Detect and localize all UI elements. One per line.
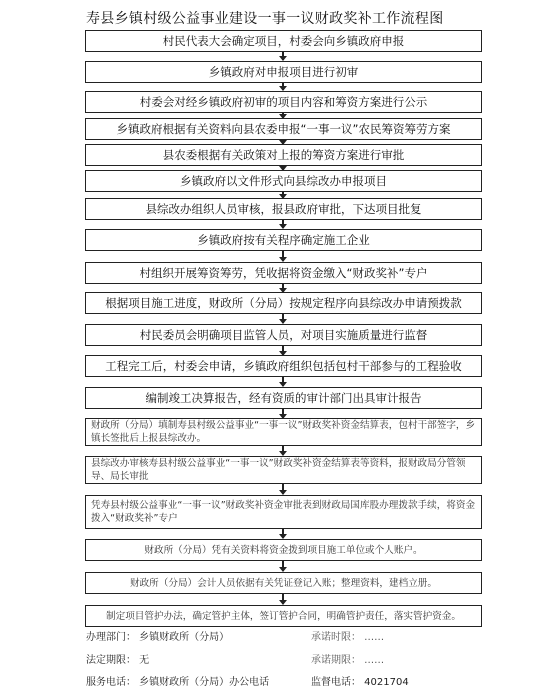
flow-arrow	[282, 561, 284, 571]
flow-arrow	[282, 52, 284, 60]
flow-step-16: 凭寿县村级公益事业“一事一议”财政奖补资金审批表到财政局国库股办理拨款手续，将资金拨入“财政奖补”专户	[85, 495, 482, 529]
flow-arrow	[282, 594, 284, 604]
flow-arrow	[282, 83, 284, 90]
flow-step-11: 村民委员会明确项目监管人员，对项目实施质量进行监督	[85, 324, 482, 346]
flow-arrow	[282, 529, 284, 538]
flow-arrow	[282, 314, 284, 323]
footer-promise-time: 承诺时限： ……	[311, 632, 385, 643]
flow-step-10: 根据项目施工进度，财政所（分局）按规定程序向县综改办申请预拨款	[85, 292, 482, 314]
flow-step-7: 县综改办组织人员审核，报县政府审批，下达项目批复	[85, 198, 482, 220]
flow-step-17: 财政所（分局）凭有关资料将资金拨到项目施工单位或个人账户。	[85, 539, 482, 561]
flow-step-15: 县综改办审核寿县村级公益事业“一事一议”财政奖补资金结算表等资料，报财政局分管领导、局长审批	[85, 456, 482, 484]
page-title: 寿县乡镇村级公益事业建设一事一议财政奖补工作流程图	[86, 11, 444, 27]
flow-step-9: 村组织开展筹资筹劳，凭收据将资金缴入“财政奖补”专户	[85, 262, 482, 284]
footer-deadline: 法定期限： 无	[86, 655, 150, 666]
flow-step-14: 财政所（分局）填制寿县村级公益事业“一事一议”财政奖补资金结算表，包村干部签字，乡镇长签批后上报县综改办。	[85, 418, 482, 446]
flow-arrow	[282, 446, 284, 455]
flow-step-18: 财政所（分局）会计人员依据有关凭证登记入账；整理资料，建档立册。	[85, 572, 482, 594]
footer-supervise-phone: 监督电话： 4021704	[311, 677, 409, 688]
flow-arrow	[282, 220, 284, 228]
flow-step-4: 乡镇政府根据有关资料向县农委申报“一事一议”农民筹资筹劳方案	[85, 118, 482, 140]
flow-step-3: 村委会对经乡镇政府初审的项目内容和筹资方案进行公示	[85, 91, 482, 113]
flow-arrow	[282, 284, 284, 292]
flow-step-8: 乡镇政府按有关程序确定施工企业	[85, 229, 482, 251]
flow-step-12: 工程完工后，村委会申请，乡镇政府组织包括包村干部参与的工程验收	[85, 355, 482, 377]
flow-step-5: 县农委根据有关政策对上报的筹资方案进行审批	[85, 144, 482, 166]
flow-step-13: 编制竣工决算报告，经有资质的审计部门出具审计报告	[85, 387, 482, 409]
flow-arrow	[282, 377, 284, 386]
flow-step-2: 乡镇政府对申报项目进行初审	[85, 61, 482, 83]
flow-step-19: 制定项目管护办法，确定管护主体，签订管护合同，明确管护责任，落实管护资金。	[85, 605, 482, 627]
footer-promise-limit: 承诺期限： ……	[311, 655, 385, 666]
flow-arrow	[282, 251, 284, 261]
flow-arrow	[282, 484, 284, 494]
footer-service-phone: 服务电话： 乡镇财政所（分局）办公电话	[86, 677, 270, 688]
flow-step-1: 村民代表大会确定项目，村委会向乡镇政府申报	[85, 30, 482, 52]
flow-arrow	[282, 409, 284, 418]
flow-step-6: 乡镇政府以文件形式向县综改办申报项目	[85, 170, 482, 192]
flow-arrow	[282, 346, 284, 355]
footer-dept: 办理部门： 乡镇财政所（分局）	[86, 632, 230, 643]
